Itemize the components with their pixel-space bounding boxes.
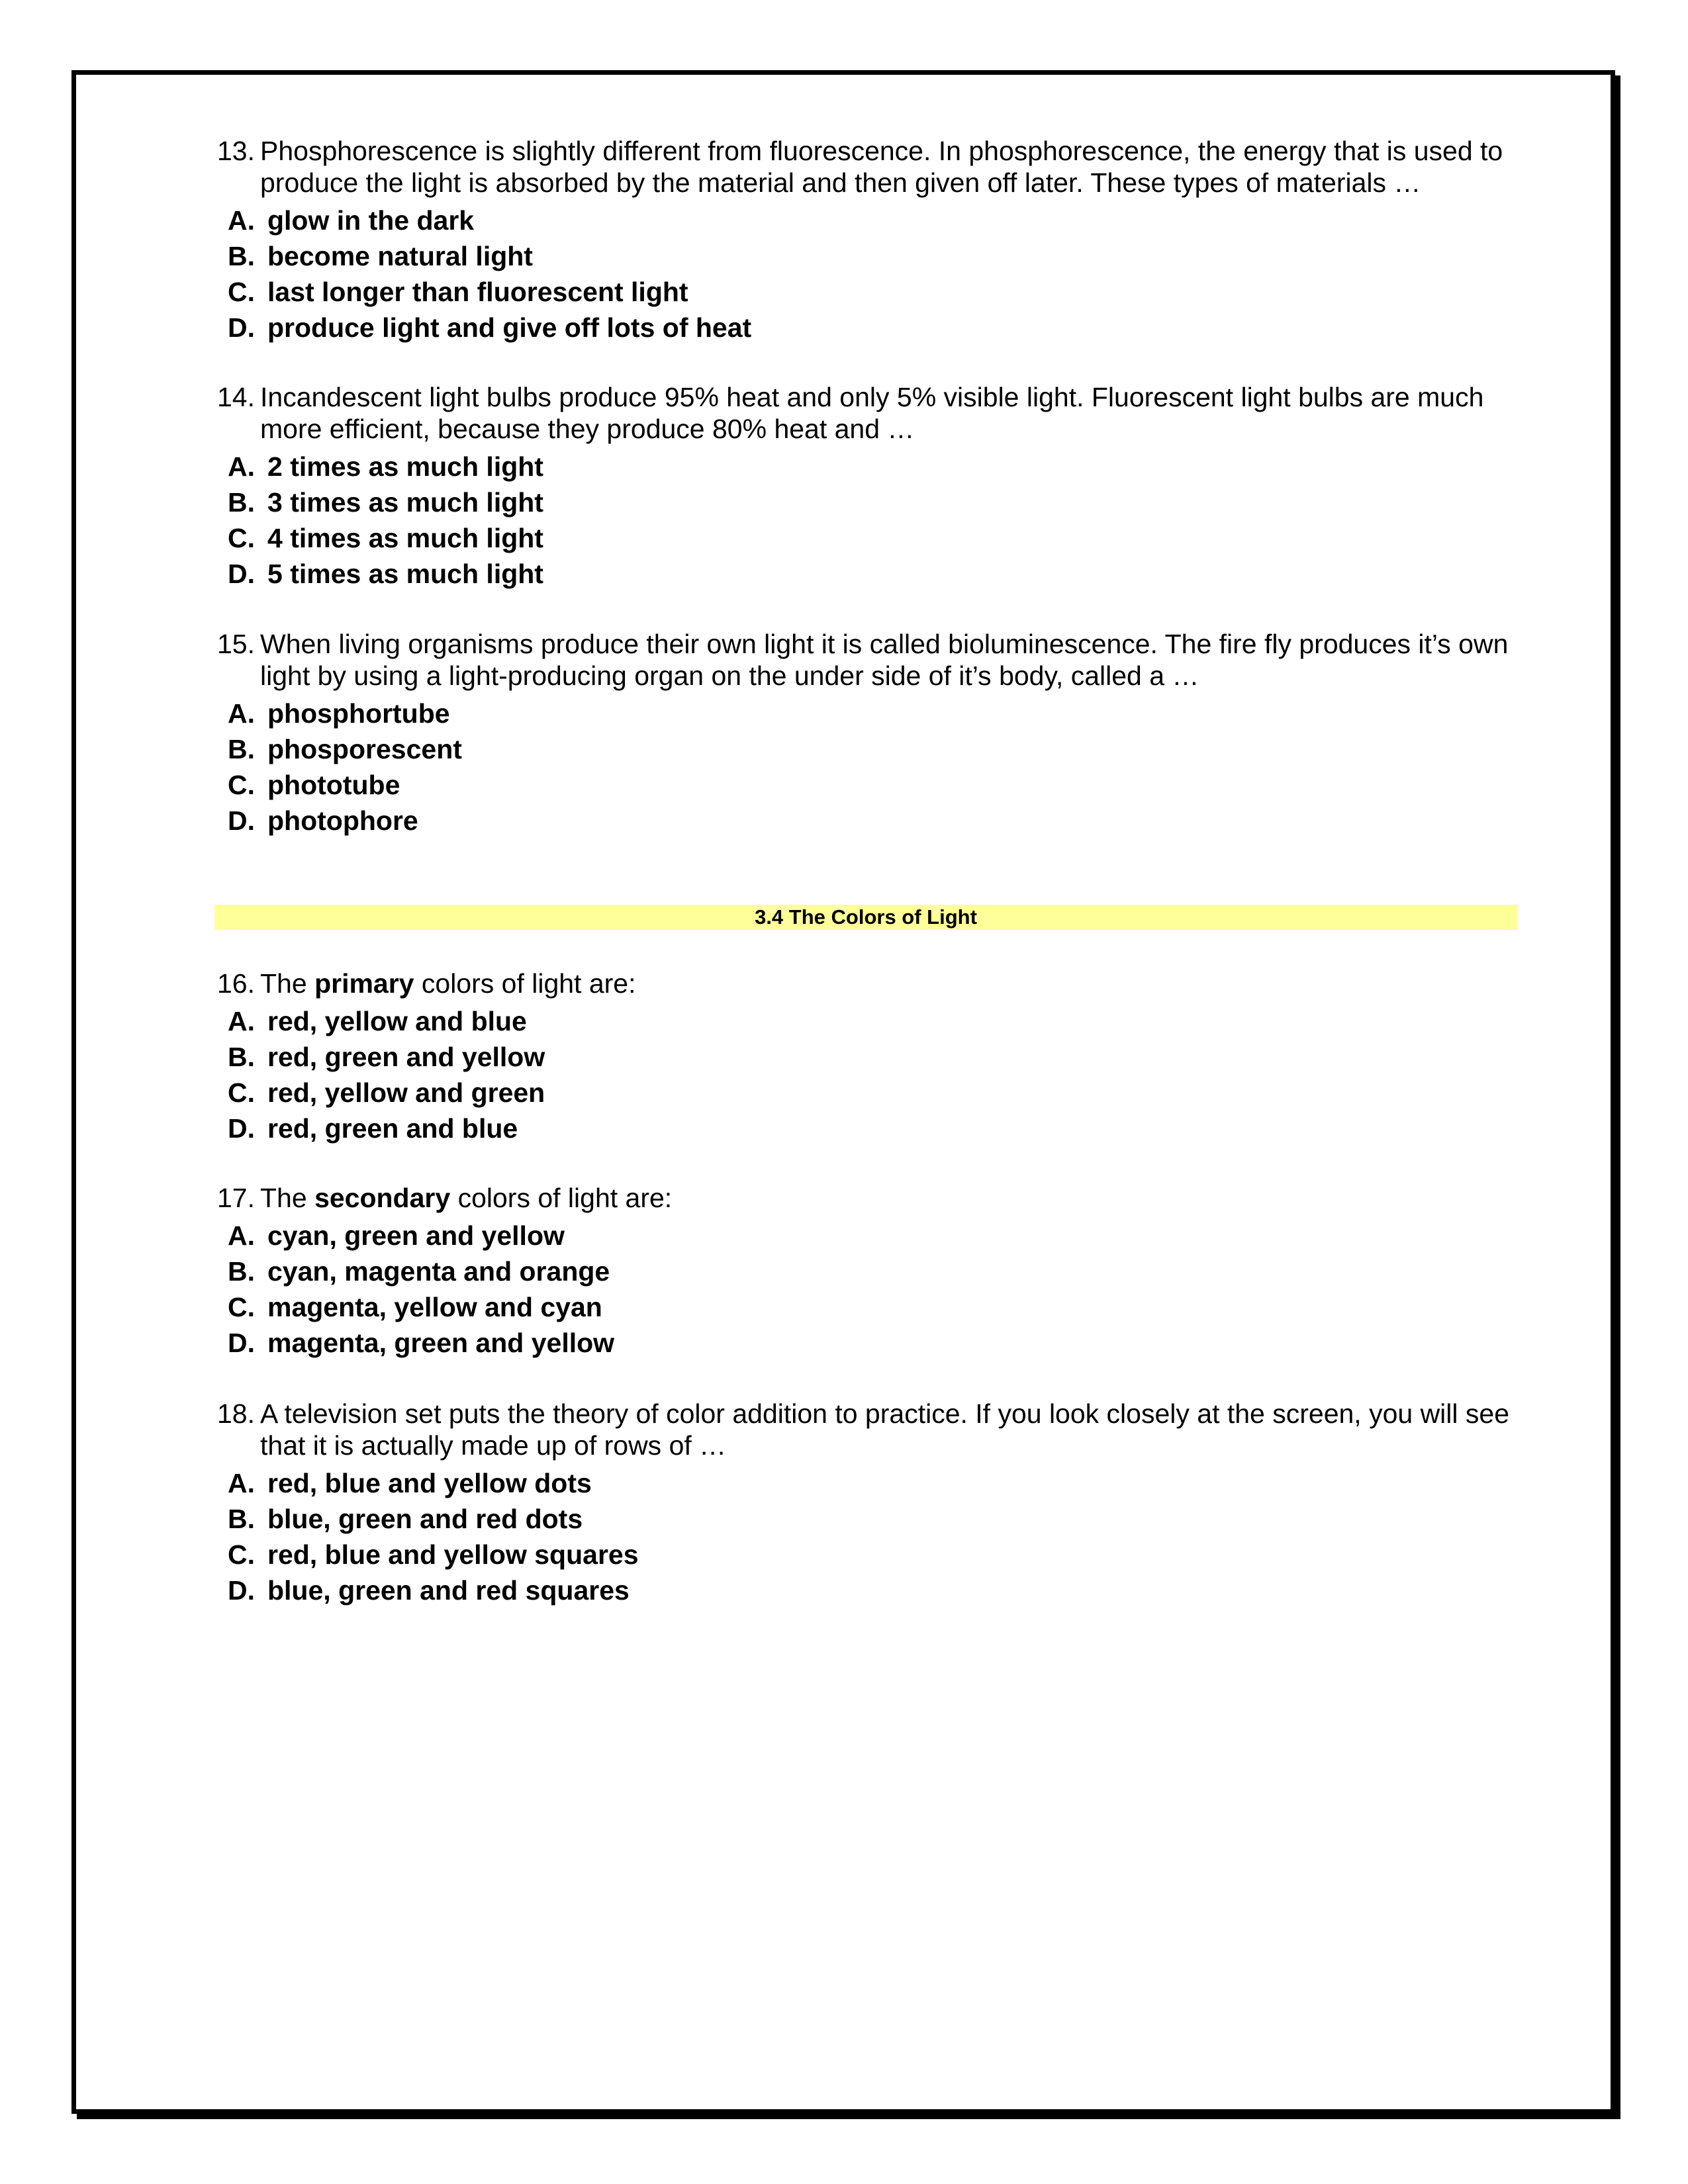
question-number: 18. bbox=[217, 1398, 255, 1429]
section-heading: 3.4 The Colors of Light bbox=[214, 905, 1517, 930]
question-number: 14. bbox=[217, 382, 255, 412]
answer-option[interactable] bbox=[217, 1537, 1528, 1572]
question-stem bbox=[217, 381, 1528, 445]
option-letter: B. bbox=[228, 1042, 255, 1072]
option-letter: B. bbox=[228, 241, 255, 271]
answer-option[interactable] bbox=[217, 696, 1528, 731]
question-text-after: colors of light are: bbox=[457, 1183, 673, 1213]
answer-options bbox=[217, 203, 1528, 345]
answer-option[interactable] bbox=[217, 238, 1528, 274]
option-text: phosphortube bbox=[267, 698, 450, 729]
answer-options bbox=[217, 449, 1528, 592]
option-text: red, green and yellow bbox=[267, 1042, 545, 1072]
answer-options bbox=[217, 1003, 1528, 1146]
option-letter: B. bbox=[228, 487, 255, 518]
option-letter: A. bbox=[228, 1468, 255, 1498]
answer-option[interactable] bbox=[217, 203, 1528, 238]
answer-options bbox=[217, 696, 1528, 839]
answer-option[interactable] bbox=[217, 803, 1528, 839]
option-text: red, blue and yellow dots bbox=[267, 1468, 592, 1498]
answer-option[interactable] bbox=[217, 484, 1528, 520]
answer-option[interactable] bbox=[217, 767, 1528, 803]
question-keyword: primary bbox=[314, 968, 414, 999]
answer-option[interactable] bbox=[217, 1218, 1528, 1253]
answer-option[interactable] bbox=[217, 1289, 1528, 1325]
option-letter: A. bbox=[228, 1220, 255, 1251]
option-letter: D. bbox=[228, 1113, 255, 1144]
option-letter: A. bbox=[228, 1006, 255, 1036]
option-text: 2 times as much light bbox=[267, 451, 543, 482]
answer-option[interactable] bbox=[217, 1075, 1528, 1111]
option-text: red, green and blue bbox=[267, 1113, 518, 1144]
question-number: 15. bbox=[217, 629, 255, 659]
option-letter: C. bbox=[228, 1539, 255, 1570]
option-letter: D. bbox=[228, 312, 255, 343]
option-text: red, yellow and blue bbox=[267, 1006, 527, 1036]
option-text: last longer than fluorescent light bbox=[267, 277, 688, 307]
option-text: photophore bbox=[267, 805, 418, 836]
option-letter: D. bbox=[228, 805, 255, 836]
question-16 bbox=[217, 968, 1528, 1146]
answer-option[interactable] bbox=[217, 1501, 1528, 1537]
question-text: A television set puts the theory of color addition to practice. If you look closely at the screen, you will see that it is actually made up of rows of … bbox=[260, 1398, 1510, 1461]
answer-option[interactable] bbox=[217, 1003, 1528, 1039]
option-letter: B. bbox=[228, 1256, 255, 1287]
question-keyword: secondary bbox=[314, 1183, 451, 1213]
option-text: cyan, magenta and orange bbox=[267, 1256, 610, 1287]
question-number: 17. bbox=[217, 1183, 255, 1213]
option-letter: C. bbox=[228, 1292, 255, 1322]
option-text: magenta, green and yellow bbox=[267, 1328, 615, 1358]
question-14 bbox=[217, 381, 1528, 592]
option-text: cyan, green and yellow bbox=[267, 1220, 565, 1251]
option-text: red, blue and yellow squares bbox=[267, 1539, 639, 1570]
option-text: blue, green and red squares bbox=[267, 1575, 630, 1606]
question-stem bbox=[217, 1182, 1528, 1214]
option-text: phototube bbox=[267, 770, 400, 800]
option-letter: C. bbox=[228, 523, 255, 553]
answer-option[interactable] bbox=[217, 274, 1528, 310]
answer-option[interactable] bbox=[217, 1039, 1528, 1075]
question-text: Phosphorescence is slightly different from fluorescence. In phosphorescence, the energy that is used to produce the light is absorbed by the material and then given off later. These types of materials … bbox=[260, 136, 1503, 198]
option-text: glow in the dark bbox=[267, 205, 475, 236]
answer-option[interactable] bbox=[217, 1253, 1528, 1289]
answer-option[interactable] bbox=[217, 556, 1528, 592]
option-letter: C. bbox=[228, 1077, 255, 1108]
answer-options bbox=[217, 1465, 1528, 1608]
option-text: 5 times as much light bbox=[267, 559, 543, 589]
question-stem bbox=[217, 1398, 1528, 1461]
option-letter: A. bbox=[228, 451, 255, 482]
option-text: blue, green and red dots bbox=[267, 1504, 583, 1534]
option-letter: D. bbox=[228, 559, 255, 589]
option-text: produce light and give off lots of heat bbox=[267, 312, 752, 343]
answer-options bbox=[217, 1218, 1528, 1361]
answer-option[interactable] bbox=[217, 449, 1528, 484]
option-text: 3 times as much light bbox=[267, 487, 543, 518]
question-number: 13. bbox=[217, 136, 255, 166]
answer-option[interactable] bbox=[217, 731, 1528, 767]
option-letter: C. bbox=[228, 277, 255, 307]
answer-option[interactable] bbox=[217, 310, 1528, 345]
question-stem bbox=[217, 968, 1528, 999]
option-letter: B. bbox=[228, 734, 255, 764]
question-text-before: The bbox=[260, 1183, 307, 1213]
option-text: become natural light bbox=[267, 241, 533, 271]
option-letter: D. bbox=[228, 1575, 255, 1606]
question-text: Incandescent light bulbs produce 95% heat and only 5% visible light. Fluorescent light bulbs are much more efficient, because they produce 80% heat and … bbox=[260, 382, 1484, 444]
question-13 bbox=[217, 135, 1528, 345]
option-text: red, yellow and green bbox=[267, 1077, 545, 1108]
question-17 bbox=[217, 1182, 1528, 1361]
option-letter: B. bbox=[228, 1504, 255, 1534]
answer-option[interactable] bbox=[217, 1111, 1528, 1146]
question-number: 16. bbox=[217, 968, 255, 999]
option-letter: D. bbox=[228, 1328, 255, 1358]
question-stem bbox=[217, 135, 1528, 199]
option-text: 4 times as much light bbox=[267, 523, 543, 553]
question-text-after: colors of light are: bbox=[421, 968, 636, 999]
option-text: magenta, yellow and cyan bbox=[267, 1292, 602, 1322]
option-letter: C. bbox=[228, 770, 255, 800]
option-letter: A. bbox=[228, 698, 255, 729]
question-18 bbox=[217, 1398, 1528, 1608]
option-text: phosporescent bbox=[267, 734, 462, 764]
question-text-before: The bbox=[260, 968, 307, 999]
answer-option[interactable] bbox=[217, 1572, 1528, 1608]
question-text: When living organisms produce their own light it is called bioluminescence. The fire fly produces it’s own light by using a light-producing organ on the under side of it’s body, called a … bbox=[260, 629, 1509, 691]
answer-option[interactable] bbox=[217, 1325, 1528, 1361]
question-stem bbox=[217, 628, 1528, 692]
option-letter: A. bbox=[228, 205, 255, 236]
answer-option[interactable] bbox=[217, 520, 1528, 556]
question-15 bbox=[217, 628, 1528, 839]
answer-option[interactable] bbox=[217, 1465, 1528, 1501]
